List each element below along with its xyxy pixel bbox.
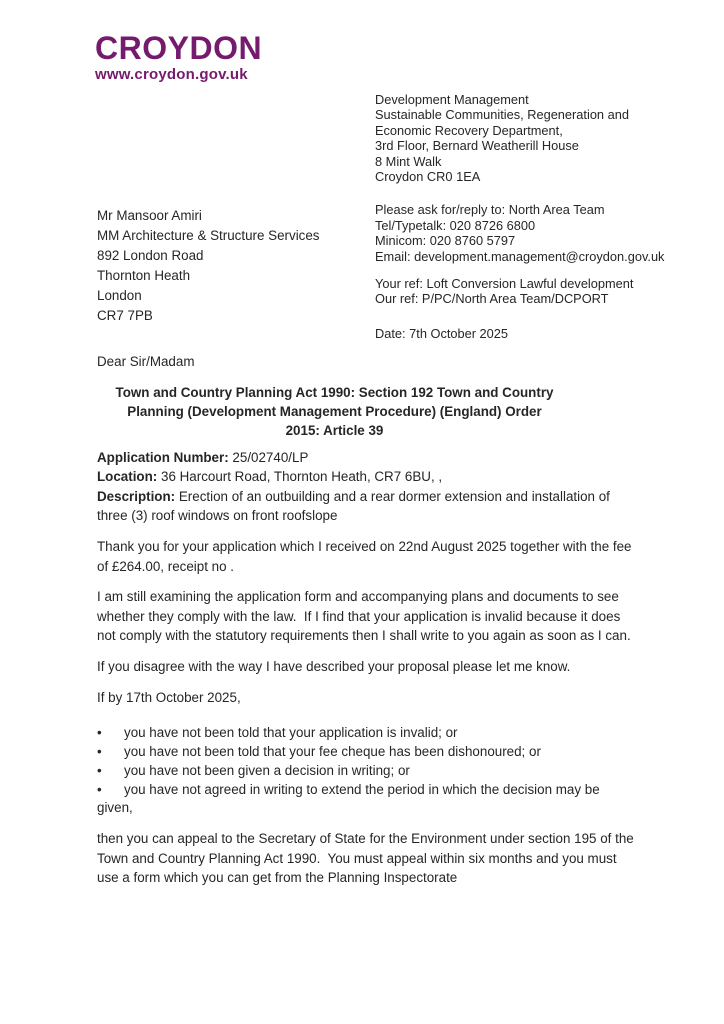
paragraph-thank-you: Thank you for your application which I received on 22nd August 2025 together with the fee of £264.00, receipt no . (97, 538, 636, 574)
list-item (97, 743, 639, 762)
application-number-row (97, 448, 639, 468)
application-number-label: Application Number: (97, 449, 229, 465)
recipient-company: MM Architecture & Structure Services (97, 228, 320, 243)
our-ref: Our ref: P/PC/North Area Team/DCPORT (375, 291, 609, 307)
letter-date: Date: 7th October 2025 (375, 325, 509, 341)
location-label: Location: (97, 469, 158, 485)
salutation: Dear Sir/Madam (97, 354, 195, 369)
contact-reply-to: Please ask for/reply to: North Area Team (375, 202, 605, 218)
recipient-address (97, 206, 320, 326)
list-item (97, 781, 639, 819)
contact-telephone: Tel/Typetalk: 020 8726 6800 (375, 217, 536, 233)
contact-minicom: Minicom: 020 8760 5797 (375, 233, 516, 249)
bullet-icon: • (97, 725, 102, 741)
sender-address-line: 3rd Floor, Bernard Weatherill House (375, 138, 579, 154)
paragraph-deadline: If by 17th October 2025, (97, 689, 241, 705)
bullet-icon: • (97, 743, 102, 759)
your-ref: Your ref: Loft Conversion Lawful development (375, 276, 634, 292)
letter-body (97, 352, 639, 899)
list-item (97, 724, 639, 743)
location-value: 36 Harcourt Road, Thornton Heath, CR7 6BU, , (161, 469, 443, 485)
paragraph-examining: I am still examining the application form and accompanying plans and documents to see whether they comply with the law. If I find that your application is invalid because it does not comply with the statutory requirements then I shall write to you again as soon as I can. (97, 589, 631, 644)
croydon-logo (95, 30, 262, 83)
description-value: Erection of an outbuilding and a rear dormer extension and installation of three (3) roof windows on front roofslope (97, 488, 610, 524)
logo-wordmark: CROYDON (95, 30, 263, 66)
description-row (97, 487, 639, 526)
logo-website: www.croydon.gov.uk (95, 66, 248, 83)
bullet-text: you have not agreed in writing to extend the period in which the decision may be given, (97, 781, 600, 816)
recipient-address-line: 892 London Road (97, 248, 204, 263)
list-item (97, 762, 639, 781)
application-details (97, 448, 639, 526)
recipient-address-line: London (97, 288, 142, 303)
location-row (97, 467, 639, 487)
recipient-address-line: Thornton Heath (97, 268, 191, 283)
paragraph-disagree: If you disagree with the way I have described your proposal please let me know. (97, 658, 571, 674)
sender-block (375, 92, 687, 341)
recipient-name: Mr Mansoor Amiri (97, 208, 202, 223)
bullet-text: you have not been given a decision in writing; or (124, 762, 410, 778)
sender-address-line: 8 Mint Walk (375, 153, 442, 169)
bullet-icon: • (97, 781, 102, 797)
recipient-postcode: CR7 7PB (97, 308, 153, 323)
sender-address-line: Economic Recovery Department, (375, 122, 563, 138)
contact-email: Email: development.management@croydon.gov.uk (375, 248, 665, 264)
paragraph-appeal-rights: then you can appeal to the Secretary of State for the Environment under section 195 of the Town and Country Planning Act 1990. You must appeal within six months and you must use a form which you can get from the Planning Inspectorate (97, 831, 638, 886)
sender-address-line: Croydon CR0 1EA (375, 169, 481, 185)
conditions-bullet-list (97, 724, 639, 818)
application-number-value: 25/02740/LP (232, 449, 309, 465)
bullet-icon: • (97, 762, 102, 778)
sender-department-address (375, 92, 687, 184)
sender-address-line: Development Management (375, 92, 529, 107)
description-label: Description: (97, 488, 176, 504)
reference-block (375, 276, 687, 307)
bullet-text: you have not been told that your fee cheque has been dishonoured; or (124, 743, 541, 759)
bullet-text: you have not been told that your application is invalid; or (124, 725, 458, 741)
sender-address-line: Sustainable Communities, Regeneration and (375, 107, 629, 123)
letter-heading: Town and Country Planning Act 1990: Section 192 Town and Country Planning (Development Management Procedure) (England) Order 2015: Article 39 (115, 384, 554, 438)
sender-contact-details (375, 202, 687, 264)
